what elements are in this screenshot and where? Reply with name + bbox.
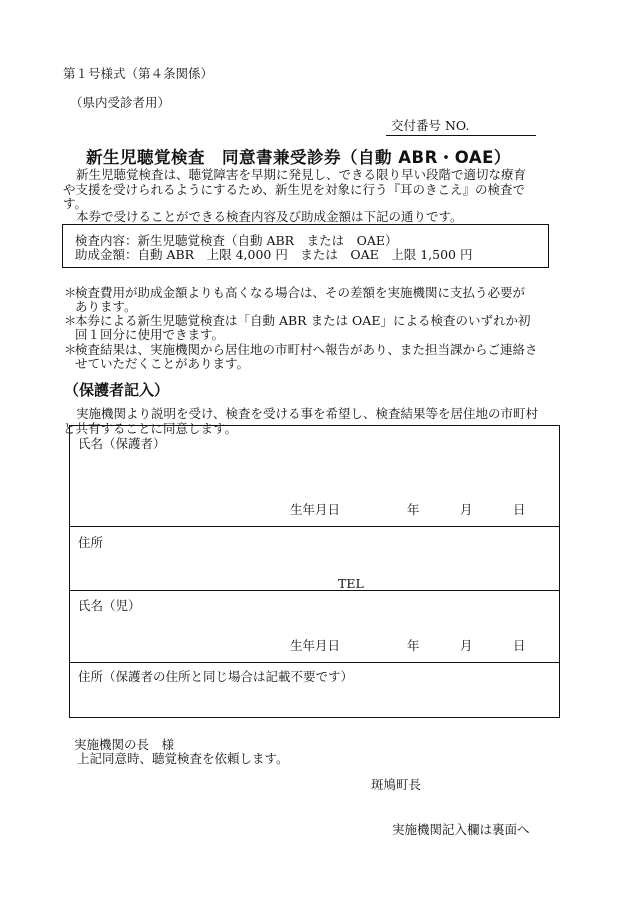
child-birthdate-label: 生年月日 — [290, 638, 341, 653]
guardian-heading: （保護者記入） — [64, 381, 170, 399]
footer-note: 実施機関記入欄は裏面へ — [392, 822, 530, 837]
subsidy-amount: 助成金額：自動 ABR 上限 4,000 円 または OAE 上限 1,500 円 — [75, 247, 473, 262]
tel-label: TEL — [338, 576, 364, 591]
row-divider — [70, 590, 559, 591]
guardian-form — [69, 425, 560, 718]
guardian-day-label: 日 — [513, 502, 526, 517]
note-2-line-1: 本券による新生児聴覚検査は「自動 ABR または OAE」による検査のいずれか初 — [75, 313, 531, 328]
note-2-line-2: 回１回分に使用できます。 — [75, 327, 225, 342]
note-mark: ＊ — [64, 285, 77, 300]
consent-line-2: と共有することに同意します。 — [63, 421, 238, 436]
note-3-line-2: せていただくことがあります。 — [75, 356, 250, 371]
note-mark: ＊ — [64, 342, 77, 357]
exam-info-box — [62, 224, 549, 268]
address-label: 住所 — [78, 535, 104, 550]
child-address-label: 住所（保護者の住所と同じ場合は記載不要です） — [78, 669, 354, 684]
row-divider — [70, 526, 559, 527]
addressee: 実施機関の長 様 — [74, 737, 175, 752]
consent-line-1: 実施機関より説明を受け、検査を受ける事を希望し、検査結果等を居住地の市町村 — [76, 406, 539, 421]
request-text: 上記同意時、聴覚検査を依頼します。 — [77, 751, 289, 766]
audience-label: （県内受診者用） — [70, 95, 171, 110]
signer: 斑鳩町長 — [371, 777, 422, 792]
guardian-name-label: 氏名（保護者） — [78, 436, 166, 451]
form-number: 第１号様式（第４条関係） — [63, 66, 214, 81]
intro-line-2: や支援を受けられるようにするため、新生児を対象に行う『耳のきこえ』の検査で — [63, 182, 526, 197]
guardian-month-label: 月 — [460, 502, 473, 517]
guardian-year-label: 年 — [407, 502, 420, 517]
intro-line-1: 新生児聴覚検査は、聴覚障害を早期に発見し、できる限り早い段階で適切な療育 — [76, 167, 527, 182]
guardian-birthdate-label: 生年月日 — [290, 502, 341, 517]
note-1-line-2: あります。 — [75, 299, 137, 314]
issue-number-label: 交付番号 NO. — [391, 118, 470, 133]
intro-line-3: す。 — [63, 196, 88, 211]
issue-number-underline — [386, 135, 536, 136]
child-name-label: 氏名（児） — [78, 598, 141, 613]
note-1-line-1: 検査費用が助成金額よりも高くなる場合は、その差額を実施機関に支払う必要が — [75, 285, 526, 300]
note-mark: ＊ — [64, 313, 77, 328]
note-3-line-1: 検査結果は、実施機関から居住地の市町村へ報告があり、また担当課からご連絡さ — [75, 342, 538, 357]
exam-content: 検査内容：新生児聴覚検査（自動 ABR または OAE） — [75, 233, 398, 248]
row-divider — [70, 662, 559, 663]
page-title: 新生児聴覚検査 同意書兼受診券（自動 ABR・OAE） — [86, 148, 511, 167]
intro-line-4: 本券で受けることができる検査内容及び助成金額は下記の通りです。 — [76, 209, 463, 224]
child-year-label: 年 — [407, 638, 420, 653]
child-month-label: 月 — [460, 638, 473, 653]
child-day-label: 日 — [513, 638, 526, 653]
